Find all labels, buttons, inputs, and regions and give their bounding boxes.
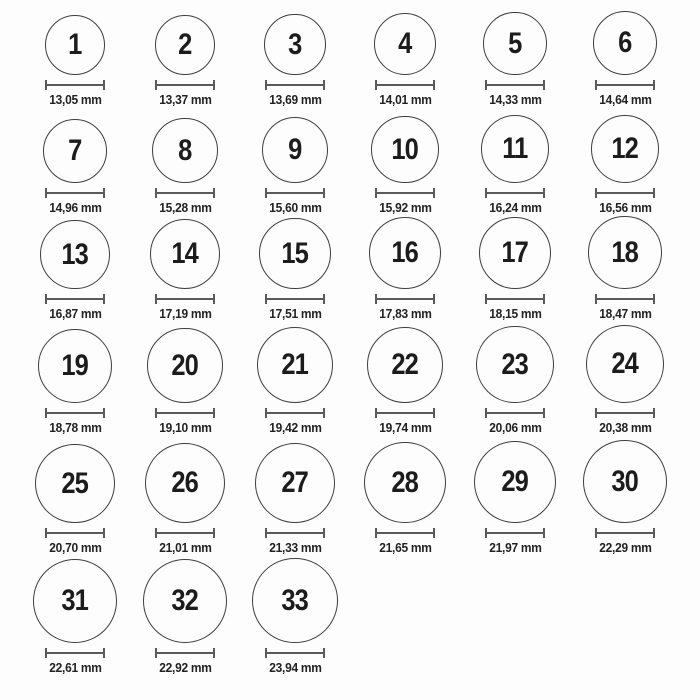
diameter-measure-line xyxy=(375,528,435,538)
ring-size-cell xyxy=(350,112,460,220)
diameter-measure-line xyxy=(595,408,655,418)
diameter-measure-line xyxy=(485,294,545,304)
diameter-label: 15,92 mm xyxy=(378,200,432,216)
ring-size-cell xyxy=(460,220,570,326)
size-circle xyxy=(483,12,546,75)
diameter-measure-line xyxy=(265,294,325,304)
diameter-label: 20,38 mm xyxy=(598,420,652,436)
size-circle xyxy=(593,11,657,75)
diameter-label: 16,56 mm xyxy=(598,200,652,216)
diameter-measure-line xyxy=(155,408,215,418)
diameter-label: 17,19 mm xyxy=(158,306,212,322)
diameter-measure-line xyxy=(45,648,105,658)
diameter-label: 14,64 mm xyxy=(598,92,652,108)
ring-size-number: 16 xyxy=(391,236,419,270)
diameter-measure-line xyxy=(595,528,655,538)
diameter-label: 17,51 mm xyxy=(268,306,322,322)
ring-size-cell xyxy=(130,560,240,700)
ring-size-number: 33 xyxy=(281,583,309,617)
diameter-label: 16,87 mm xyxy=(48,306,102,322)
diameter-measure-line xyxy=(45,80,105,90)
size-circle xyxy=(479,217,552,290)
diameter-measure-line xyxy=(155,188,215,198)
diameter-label: 21,97 mm xyxy=(488,540,542,556)
ring-size-cell xyxy=(240,0,350,112)
diameter-label: 18,78 mm xyxy=(48,420,102,436)
diameter-label: 20,06 mm xyxy=(488,420,542,436)
ring-size-number: 13 xyxy=(61,237,89,271)
ring-size-cell xyxy=(570,112,680,220)
ring-size-number: 4 xyxy=(398,27,412,61)
size-circle xyxy=(255,443,336,524)
ring-size-cell xyxy=(130,440,240,560)
ring-size-cell xyxy=(460,326,570,440)
size-circle xyxy=(152,118,218,184)
diameter-label: 21,33 mm xyxy=(268,540,322,556)
diameter-label: 22,61 mm xyxy=(48,660,102,676)
ring-size-cell xyxy=(350,326,460,440)
ring-size-cell xyxy=(20,112,130,220)
ring-size-number: 12 xyxy=(611,132,639,165)
diameter-measure-line xyxy=(595,80,655,90)
diameter-label: 19,42 mm xyxy=(268,420,322,436)
ring-size-number: 32 xyxy=(171,584,199,617)
size-circle xyxy=(374,13,436,75)
ring-size-cell xyxy=(130,0,240,112)
size-circle xyxy=(147,328,222,403)
diameter-label: 19,74 mm xyxy=(378,420,432,436)
size-circle xyxy=(481,115,549,183)
ring-size-number: 24 xyxy=(611,347,639,381)
diameter-label: 17,83 mm xyxy=(378,306,432,322)
ring-size-number: 2 xyxy=(178,28,192,61)
ring-size-cell xyxy=(350,0,460,112)
size-circle xyxy=(45,15,105,75)
size-circle xyxy=(367,327,444,404)
diameter-measure-line xyxy=(375,294,435,304)
ring-size-number: 25 xyxy=(61,466,89,500)
size-circle xyxy=(476,326,554,404)
diameter-measure-line xyxy=(485,528,545,538)
diameter-measure-line xyxy=(485,408,545,418)
ring-size-number: 17 xyxy=(501,236,529,269)
diameter-label: 18,47 mm xyxy=(598,306,652,322)
size-circle xyxy=(371,116,438,183)
ring-size-number: 11 xyxy=(502,132,528,166)
diameter-measure-line xyxy=(155,528,215,538)
ring-size-number: 27 xyxy=(281,466,309,499)
size-circle xyxy=(150,219,220,289)
diameter-measure-line xyxy=(155,648,215,658)
diameter-measure-line xyxy=(265,408,325,418)
ring-size-number: 1 xyxy=(68,28,82,62)
ring-size-cell xyxy=(240,440,350,560)
ring-size-cell xyxy=(460,112,570,220)
ring-size-cell xyxy=(570,440,680,560)
size-circle xyxy=(591,115,660,184)
ring-size-number: 19 xyxy=(61,349,89,383)
diameter-label: 19,10 mm xyxy=(158,420,212,436)
ring-size-number: 18 xyxy=(611,235,639,269)
diameter-measure-line xyxy=(595,294,655,304)
size-circle xyxy=(264,14,326,76)
ring-size-number: 9 xyxy=(288,133,302,167)
ring-size-number: 14 xyxy=(171,237,199,271)
ring-size-cell xyxy=(130,112,240,220)
diameter-label: 14,33 mm xyxy=(488,92,542,108)
ring-size-number: 21 xyxy=(281,348,309,382)
size-circle xyxy=(40,220,110,290)
ring-size-cell xyxy=(240,220,350,326)
size-circle xyxy=(252,558,338,644)
ring-size-cell xyxy=(240,560,350,700)
diameter-measure-line xyxy=(375,188,435,198)
size-circle xyxy=(474,441,556,523)
size-circle xyxy=(588,216,662,290)
ring-size-number: 10 xyxy=(391,132,419,166)
size-circle xyxy=(43,119,108,184)
diameter-measure-line xyxy=(45,408,105,418)
size-circle xyxy=(257,327,333,403)
ring-size-cell xyxy=(570,326,680,440)
size-circle xyxy=(259,218,330,289)
diameter-measure-line xyxy=(375,80,435,90)
ring-size-number: 28 xyxy=(391,465,419,499)
ring-size-number: 20 xyxy=(171,348,199,382)
ring-size-cell xyxy=(240,326,350,440)
ring-size-cell xyxy=(130,326,240,440)
size-circle xyxy=(583,440,666,523)
ring-size-number: 3 xyxy=(288,27,302,61)
diameter-measure-line xyxy=(595,188,655,198)
ring-size-number: 7 xyxy=(68,134,82,167)
size-circle xyxy=(35,444,114,523)
ring-size-number: 22 xyxy=(391,348,419,381)
size-circle xyxy=(38,329,112,403)
diameter-measure-line xyxy=(155,80,215,90)
ring-size-cell xyxy=(350,220,460,326)
diameter-label: 15,28 mm xyxy=(158,200,212,216)
ring-size-cell xyxy=(350,440,460,560)
ring-size-number: 29 xyxy=(501,465,529,499)
diameter-label: 13,69 mm xyxy=(268,92,322,108)
diameter-measure-line xyxy=(485,188,545,198)
size-circle xyxy=(33,559,117,643)
ring-size-cell xyxy=(460,440,570,560)
diameter-label: 16,24 mm xyxy=(488,200,542,216)
diameter-measure-line xyxy=(155,294,215,304)
diameter-measure-line xyxy=(45,528,105,538)
diameter-measure-line xyxy=(485,80,545,90)
ring-size-number: 23 xyxy=(501,347,529,381)
ring-size-number: 15 xyxy=(281,236,309,270)
size-circle xyxy=(369,217,441,289)
ring-size-cell xyxy=(20,560,130,700)
size-circle xyxy=(262,117,328,183)
diameter-label: 15,60 mm xyxy=(268,200,322,216)
ring-size-cell xyxy=(460,0,570,112)
ring-size-number: 5 xyxy=(508,26,522,60)
ring-size-number: 8 xyxy=(178,133,192,167)
ring-size-cell xyxy=(130,220,240,326)
diameter-measure-line xyxy=(265,528,325,538)
ring-size-cell xyxy=(20,220,130,326)
ring-size-cell xyxy=(240,112,350,220)
diameter-label: 20,70 mm xyxy=(48,540,102,556)
ring-size-number: 26 xyxy=(171,466,199,500)
ring-size-number: 30 xyxy=(611,464,639,498)
diameter-measure-line xyxy=(45,188,105,198)
diameter-label: 22,92 mm xyxy=(158,660,212,676)
diameter-label: 23,94 mm xyxy=(268,660,322,676)
ring-size-cell xyxy=(570,220,680,326)
ring-size-cell xyxy=(20,326,130,440)
diameter-measure-line xyxy=(265,80,325,90)
ring-size-cell xyxy=(20,440,130,560)
size-circle xyxy=(364,442,446,524)
diameter-label: 14,96 mm xyxy=(48,200,102,216)
diameter-label: 21,01 mm xyxy=(158,540,212,556)
diameter-measure-line xyxy=(265,648,325,658)
diameter-measure-line xyxy=(45,294,105,304)
diameter-label: 13,37 mm xyxy=(158,92,212,108)
diameter-label: 14,01 mm xyxy=(378,92,432,108)
ring-size-number: 6 xyxy=(618,26,632,60)
diameter-measure-line xyxy=(375,408,435,418)
diameter-label: 22,29 mm xyxy=(598,540,652,556)
ring-size-cell xyxy=(20,0,130,112)
ring-size-cell xyxy=(570,0,680,112)
diameter-label: 18,15 mm xyxy=(488,306,542,322)
size-circle xyxy=(155,15,216,76)
diameter-label: 21,65 mm xyxy=(378,540,432,556)
ring-size-number: 31 xyxy=(61,584,89,618)
size-circle xyxy=(145,443,225,523)
diameter-label: 13,05 mm xyxy=(48,92,102,108)
diameter-measure-line xyxy=(265,188,325,198)
size-circle xyxy=(586,325,664,403)
size-circle xyxy=(143,559,228,644)
